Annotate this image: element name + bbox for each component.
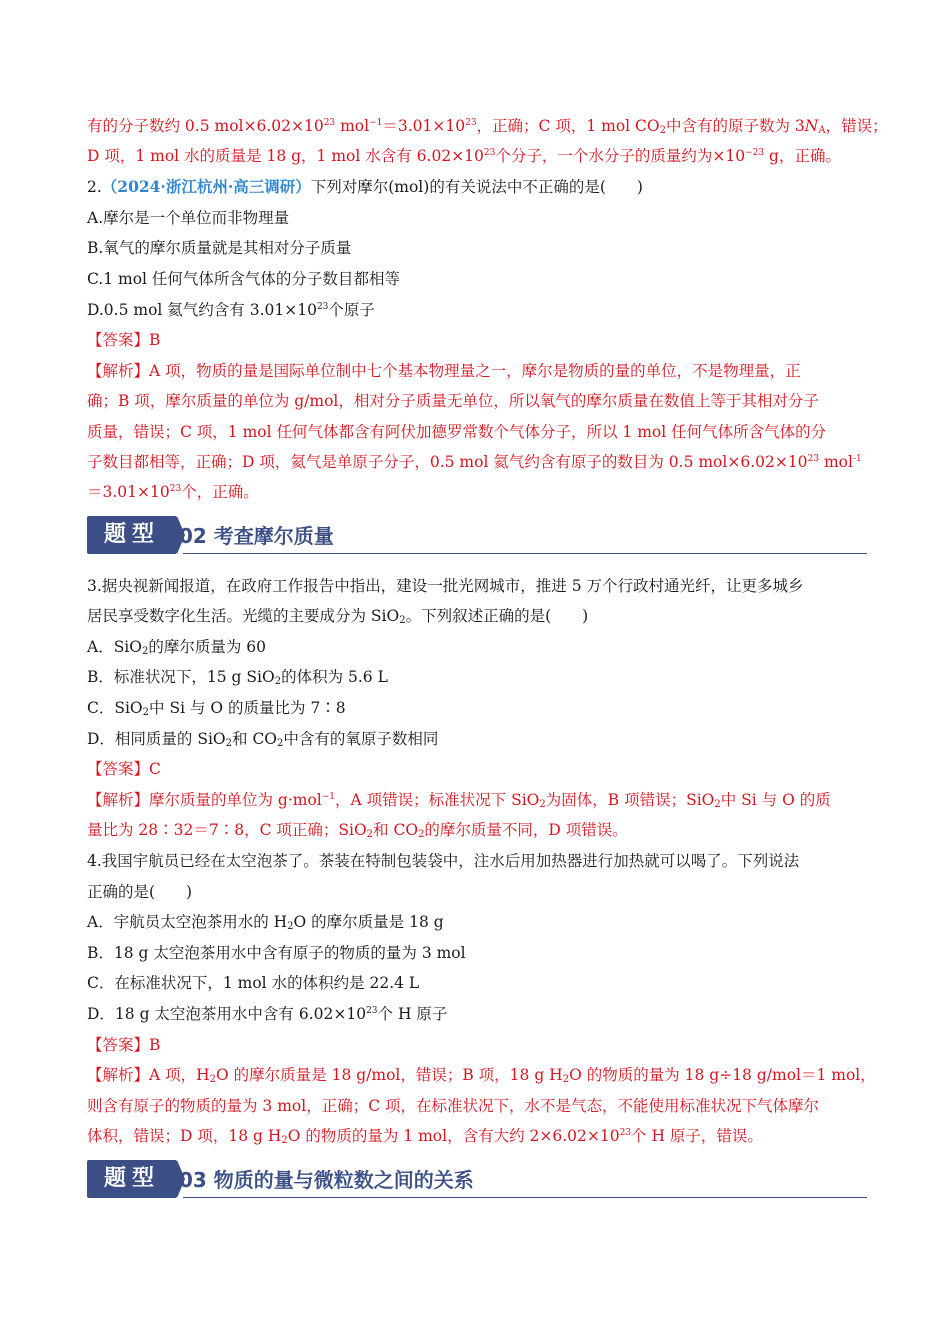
question-4-analysis-line-1: 【解析】A 项，$H_2O$ 的摩尔质量是 18 g/mol，错误；B 项，18 g $H_2O$ 的物质的量为 18 g÷18 g/mol＝1 mol， — [87, 1066, 876, 1085]
question-4-option-c: C．在标准状况下，1 mol 水的体积约是 22.4 L — [87, 974, 420, 992]
question-4-option-a: A．宇航员太空泡茶用水的 $H_2O$ 的摩尔质量是 18 g — [87, 913, 444, 932]
question-3-option-a: A．SiO$_2$的摩尔质量为 60 — [87, 638, 267, 657]
section-title: 03 物质的量与微粒数之间的关系 — [179, 1168, 474, 1192]
question-4-stem-line-1: 4.我国宇航员已经在太空泡茶了。茶装在特制包装袋中，注水后用加热器进行加热就可以喝了。下列说法 — [87, 852, 800, 870]
question-3-answer: 【答案】C — [87, 760, 161, 778]
question-2-option-d: D.0.5 mol 氦气约含有 $3.01\times 10^{23}$个原子 — [87, 301, 375, 319]
question-2-analysis-line-5: $=3.01\times 10^{23}$个，正确。 — [87, 483, 259, 501]
question-2-stem: 2.（2024·浙江杭州·高三调研）下列对摩尔(mol)的有关说法中不正确的是( ) — [87, 177, 643, 196]
question-4-answer: 【答案】B — [87, 1036, 161, 1054]
question-3-analysis-line-1: 【解析】摩尔质量的单位为 g·mol$^{-1}$，A 项错误；标准状况下 SiO$_2$为固体，B 项错误；SiO$_2$中 Si 与 O 的质 — [87, 791, 831, 810]
question-2-option-c: C.1 mol 任何气体所含气体的分子数目都相等 — [87, 270, 400, 288]
section-title: 02 考查摩尔质量 — [179, 524, 334, 548]
section-heading-02 — [87, 516, 867, 554]
section-heading-03 — [87, 1160, 867, 1198]
question-2-source: （2024·浙江杭州·高三调研） — [101, 177, 311, 196]
prev-analysis-line-1: 有的分子数约 0.5 $mol\times 6.02\times 10^{23}$ $mol^{-1}=3.01\times 10^{23}$，正确；C 项，1 mol $CO_2$中含有的原子数为 $3N_A$，错误； — [87, 117, 888, 136]
section-divider — [183, 553, 867, 554]
question-3-option-c: C．SiO$_2$中 Si 与 O 的质量比为 7∶8 — [87, 699, 346, 718]
question-2-analysis-line-1: 【解析】A 项，物质的量是国际单位制中七个基本物理量之一，摩尔是物质的量的单位，不是物理量，正 — [87, 362, 801, 380]
question-4-option-d: D．18 g 太空泡茶用水中含有 $6.02\times 10^{23}$个 H 原子 — [87, 1005, 448, 1023]
question-3-stem-line-1: 3.据央视新闻报道，在政府工作报告中指出，建设一批光网城市，推进 5 万个行政村通光纤，让更多城乡 — [87, 577, 804, 595]
question-3-option-d: D．相同质量的 SiO$_2$和 $CO_2$中含有的氧原子数相同 — [87, 730, 439, 749]
question-4-analysis-line-3: 体积，错误；D 项，18 g $H_2O$ 的物质的量为 1 mol，含有大约 $2\times 6.02\times 10^{23}$个 H 原子，错误。 — [87, 1127, 763, 1146]
question-3-analysis-line-2: 量比为 28∶32＝7∶8，C 项正确；SiO$_2$和 $CO_2$的摩尔质量不同，D 项错误。 — [87, 821, 628, 840]
question-2-option-b: B.氧气的摩尔质量就是其相对分子质量 — [87, 239, 352, 257]
question-2-analysis-line-3: 质量，错误；C 项，1 mol 任何气体都含有阿伏加德罗常数个气体分子，所以 1 mol 任何气体所含气体的分 — [87, 423, 827, 441]
question-type-badge: 题型 — [87, 516, 177, 554]
question-type-badge: 题型 — [87, 1160, 177, 1198]
question-2-analysis-line-2: 确；B 项，摩尔质量的单位为 g/mol，相对分子质量无单位，所以氧气的摩尔质量在数值上等于其相对分子 — [87, 392, 819, 410]
question-3-option-b: B．标准状况下，15 g SiO$_2$的体积为 5.6 L — [87, 668, 388, 687]
question-3-stem-line-2: 居民享受数字化生活。光缆的主要成分为 SiO$_2$。下列叙述正确的是( ) — [87, 607, 589, 626]
question-2-analysis-line-4: 子数目都相等，正确；D 项，氦气是单原子分子，0.5 mol 氦气约含有原子的数目为 0.5 $mol\times 6.02\times 10^{23}$ mol$^{-1}$ — [87, 453, 862, 471]
question-2-answer: 【答案】B — [87, 331, 161, 349]
question-2-option-a: A.摩尔是一个单位而非物理量 — [87, 209, 290, 227]
question-4-option-b: B．18 g 太空泡茶用水中含有原子的物质的量为 3 mol — [87, 944, 466, 962]
prev-analysis-line-2: D 项，1 mol 水的质量是 18 g，1 mol 水含有 $6.02\times 10^{23}$个分子，一个水分子的质量约为$\times 10^{-23}$ g，正确。 — [87, 147, 841, 165]
question-4-stem-line-2: 正确的是( ) — [87, 883, 193, 901]
question-4-analysis-line-2: 则含有原子的物质的量为 3 mol，正确；C 项，在标准状况下，水不是气态，不能使用标准状况下气体摩尔 — [87, 1097, 819, 1115]
section-divider — [183, 1197, 867, 1198]
